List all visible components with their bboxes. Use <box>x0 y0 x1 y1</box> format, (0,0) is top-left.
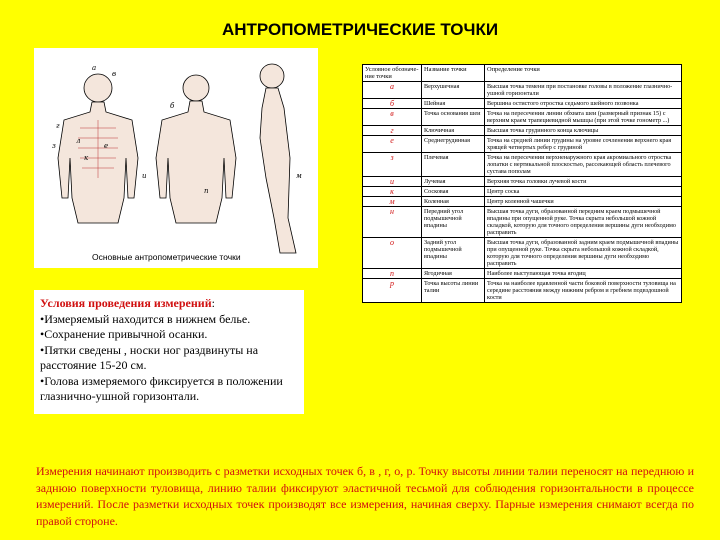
point-symbol: а <box>363 82 422 99</box>
table-row <box>363 197 682 207</box>
point-symbol: о <box>363 238 422 269</box>
conditions-box <box>34 290 304 414</box>
footer-text: Измерения начинают производить с разметки исходных точек б, в , г, о, р. Точку высоты линии талии переносят на переднюю и заднюю поверхности туловища, линию талии фиксируют эластичной тесьмой для соблюдения горизонтальности в процессе измерений. После разметки исходных точек производят все измерения, начиная сверху. Парные измерения снимают всегда по правой стороне. <box>36 464 694 528</box>
point-definition: Верхняя точка головки лучевой кости <box>485 177 682 187</box>
table-row <box>363 136 682 153</box>
table-row <box>363 177 682 187</box>
point-symbol: к <box>363 187 422 197</box>
anthropometric-figure <box>34 48 318 268</box>
point-name: Сосковая <box>422 187 485 197</box>
header-definition: Определение точки <box>485 65 682 82</box>
figure-label: м <box>296 172 302 180</box>
figure-label: в <box>112 70 117 78</box>
table-row <box>363 238 682 269</box>
point-name: Ягодичная <box>422 269 485 279</box>
condition-item: •Пятки сведены , носки ног раздвинуты на расстояние 15-20 см. <box>40 342 259 372</box>
point-symbol: п <box>363 269 422 279</box>
point-name: Передний угол подмышечной впадины <box>422 207 485 238</box>
figure-label: з <box>52 142 56 150</box>
conditions-colon: : <box>211 296 215 310</box>
table-row <box>363 187 682 197</box>
table-row <box>363 82 682 99</box>
figure-caption: Основные антропометрические точки <box>92 252 241 262</box>
point-name: Задний угол подмышечной впадины <box>422 238 485 269</box>
point-symbol: и <box>363 177 422 187</box>
point-name: Коленная <box>422 197 485 207</box>
point-symbol: н <box>363 207 422 238</box>
header-symbol: Условное обозначе-ние точки <box>363 65 422 82</box>
point-symbol: м <box>363 197 422 207</box>
point-definition: Точка на наиболее вдавленной части боковой поверхности туловища на середине расстояния между нижним ребром и гребнем подвздошной кости <box>485 279 682 303</box>
point-definition: Высшая точка грудинного конца ключицы <box>485 126 682 136</box>
point-symbol: г <box>363 126 422 136</box>
figure-label: п <box>204 187 209 195</box>
point-symbol: р <box>363 279 422 303</box>
condition-item: •Измеряемый находится в нижнем белье. <box>40 311 251 326</box>
table-header-row <box>363 65 682 82</box>
point-definition: Центр соска <box>485 187 682 197</box>
point-definition: Высшая точка дуги, образованной задним краем подмышечной впадины при опущенной руке. Точка скрыта небольшой кожной складкой, которую для точного определения вершины дуги необходимо расправить <box>485 238 682 269</box>
body-drawings <box>34 48 318 268</box>
table-row <box>363 153 682 177</box>
point-symbol: е <box>363 136 422 153</box>
point-name: Точка основания шеи <box>422 109 485 126</box>
point-name: Точка высоты линии талии <box>422 279 485 303</box>
figure-label: б <box>170 102 175 110</box>
point-definition: Точка на пересечении линии обхвата шеи (размерный признак 15) с верхним краем трапециевидной мышцы (при этой точке гонометр ...) <box>485 109 682 126</box>
table-row <box>363 207 682 238</box>
figure-label: л <box>76 137 81 145</box>
table-row <box>363 109 682 126</box>
point-definition: Высшая точка дуги, образованной передним краем подмышечной впадины при опущенной руке. Точка скрыта небольшой кожной складкой, которую для точного определения вершины дуги необходимо расправить <box>485 207 682 238</box>
point-name: Ключичная <box>422 126 485 136</box>
point-name: Среднегрудинная <box>422 136 485 153</box>
point-name: Верхушечная <box>422 82 485 99</box>
point-definition: Вершина остистого отростка седьмого шейного позвонка <box>485 99 682 109</box>
condition-item: •Голова измеряемого фиксируется в положении глазнично-ушной горизонтали. <box>40 373 283 403</box>
table-row <box>363 269 682 279</box>
figure-label: к <box>84 154 89 162</box>
figure-label: е <box>104 142 109 150</box>
point-definition: Точка на средней линии грудины на уровне сочленения верхнего края хрящей четвертых ребер с грудиной <box>485 136 682 153</box>
point-definition: Наиболее выступающая точка ягодиц <box>485 269 682 279</box>
figure-label: и <box>142 172 147 180</box>
point-symbol: б <box>363 99 422 109</box>
point-name: Лучевая <box>422 177 485 187</box>
header-name: Название точки <box>422 65 485 82</box>
condition-item: •Сохранение привычной осанки. <box>40 327 208 341</box>
table-row <box>363 99 682 109</box>
figure-label: а <box>92 64 97 72</box>
figure-label: г <box>56 122 60 130</box>
point-symbol: в <box>363 109 422 126</box>
point-definition: Центр коленной чашечки <box>485 197 682 207</box>
point-definition: Высшая точка темени при постановке головы в положение глазнично-ушной горизонтали <box>485 82 682 99</box>
table-row <box>363 126 682 136</box>
point-name: Плечевая <box>422 153 485 177</box>
table-row <box>363 279 682 303</box>
point-symbol: з <box>363 153 422 177</box>
point-definition: Точка на пересечении верхненаружного края акромиального отростка лопатки с вертикальной плоскостью, рассекающей область плечевого сустава пополам <box>485 153 682 177</box>
point-name: Шейная <box>422 99 485 109</box>
points-table <box>362 64 682 303</box>
page-title: АНТРОПОМЕТРИЧЕСКИЕ ТОЧКИ <box>221 20 499 39</box>
conditions-heading: Условия проведения измерений <box>40 296 212 310</box>
